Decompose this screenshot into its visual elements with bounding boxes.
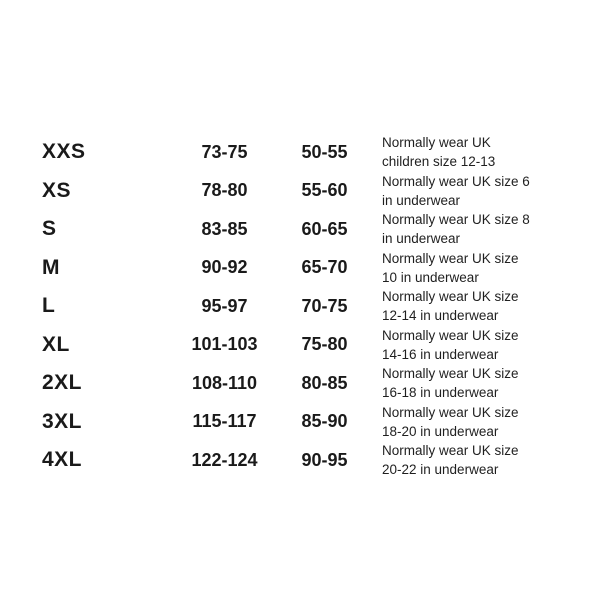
- fit-note: [382, 326, 558, 364]
- fit-note: [382, 441, 558, 479]
- fit-note-line-2: in underwear: [382, 192, 461, 208]
- size-row-xl: [42, 326, 558, 365]
- size-row-s: [42, 210, 558, 249]
- fit-note: [382, 172, 558, 210]
- measurement-range-1: 73-75: [201, 141, 248, 162]
- size-label: XXS: [42, 140, 86, 164]
- measurement-range-2: 75-80: [301, 334, 348, 355]
- size-chart-table: [42, 133, 558, 480]
- measurement-range-1: 90-92: [201, 257, 248, 278]
- size-label: S: [42, 217, 57, 241]
- fit-note: [382, 403, 558, 441]
- fit-note-line-2: 14-16 in underwear: [382, 346, 499, 362]
- fit-note-line-1: Normally wear UK size 6: [382, 173, 530, 189]
- measurement-range-1: 78-80: [201, 180, 248, 201]
- fit-note-line-2: 12-14 in underwear: [382, 308, 499, 324]
- size-label: XL: [42, 332, 70, 356]
- fit-note: [382, 364, 558, 402]
- size-row-4xl: [42, 441, 558, 480]
- measurement-range-1: 95-97: [201, 295, 248, 316]
- fit-note-line-1: Normally wear UK size: [382, 443, 519, 459]
- fit-note-line-1: Normally wear UK size: [382, 289, 519, 305]
- measurement-range-2: 90-95: [301, 449, 348, 470]
- fit-note-line-2: 16-18 in underwear: [382, 385, 499, 401]
- size-label: 2XL: [42, 371, 83, 395]
- fit-note: [382, 287, 558, 325]
- size-label: XS: [42, 178, 72, 202]
- fit-note-line-1: Normally wear UK size: [382, 327, 519, 343]
- fit-note: [382, 133, 558, 171]
- measurement-range-2: 80-85: [301, 372, 348, 393]
- fit-note-line-2: children size 12-13: [382, 154, 496, 170]
- measurement-range-2: 60-65: [301, 218, 348, 239]
- fit-note-line-2: 10 in underwear: [382, 269, 479, 285]
- fit-note-line-1: Normally wear UK size 8: [382, 212, 530, 228]
- measurement-range-2: 70-75: [301, 295, 348, 316]
- fit-note-line-2: in underwear: [382, 231, 461, 247]
- size-row-2xl: [42, 364, 558, 403]
- size-row-xs: [42, 172, 558, 211]
- fit-note: [382, 210, 558, 248]
- fit-note-line-1: Normally wear UK size: [382, 404, 519, 420]
- fit-note-line-1: Normally wear UK: [382, 135, 491, 151]
- size-row-m: [42, 249, 558, 288]
- measurement-range-1: 83-85: [201, 218, 248, 239]
- measurement-range-2: 50-55: [301, 141, 348, 162]
- fit-note-line-1: Normally wear UK size: [382, 250, 519, 266]
- measurement-range-1: 115-117: [192, 411, 257, 432]
- size-label: L: [42, 294, 56, 318]
- measurement-range-2: 85-90: [301, 411, 348, 432]
- measurement-range-1: 108-110: [191, 372, 258, 393]
- measurement-range-2: 55-60: [301, 180, 348, 201]
- measurement-range-1: 101-103: [191, 334, 258, 355]
- fit-note: [382, 249, 558, 287]
- size-label: 3XL: [42, 409, 83, 433]
- size-row-3xl: [42, 403, 558, 442]
- size-label: 4XL: [42, 448, 83, 472]
- measurement-range-1: 122-124: [191, 449, 258, 470]
- fit-note-line-2: 18-20 in underwear: [382, 423, 499, 439]
- fit-note-line-1: Normally wear UK size: [382, 366, 519, 382]
- fit-note-line-2: 20-22 in underwear: [382, 462, 499, 478]
- size-label: M: [42, 255, 60, 279]
- size-row-l: [42, 287, 558, 326]
- size-row-xxs: [42, 133, 558, 172]
- measurement-range-2: 65-70: [301, 257, 348, 278]
